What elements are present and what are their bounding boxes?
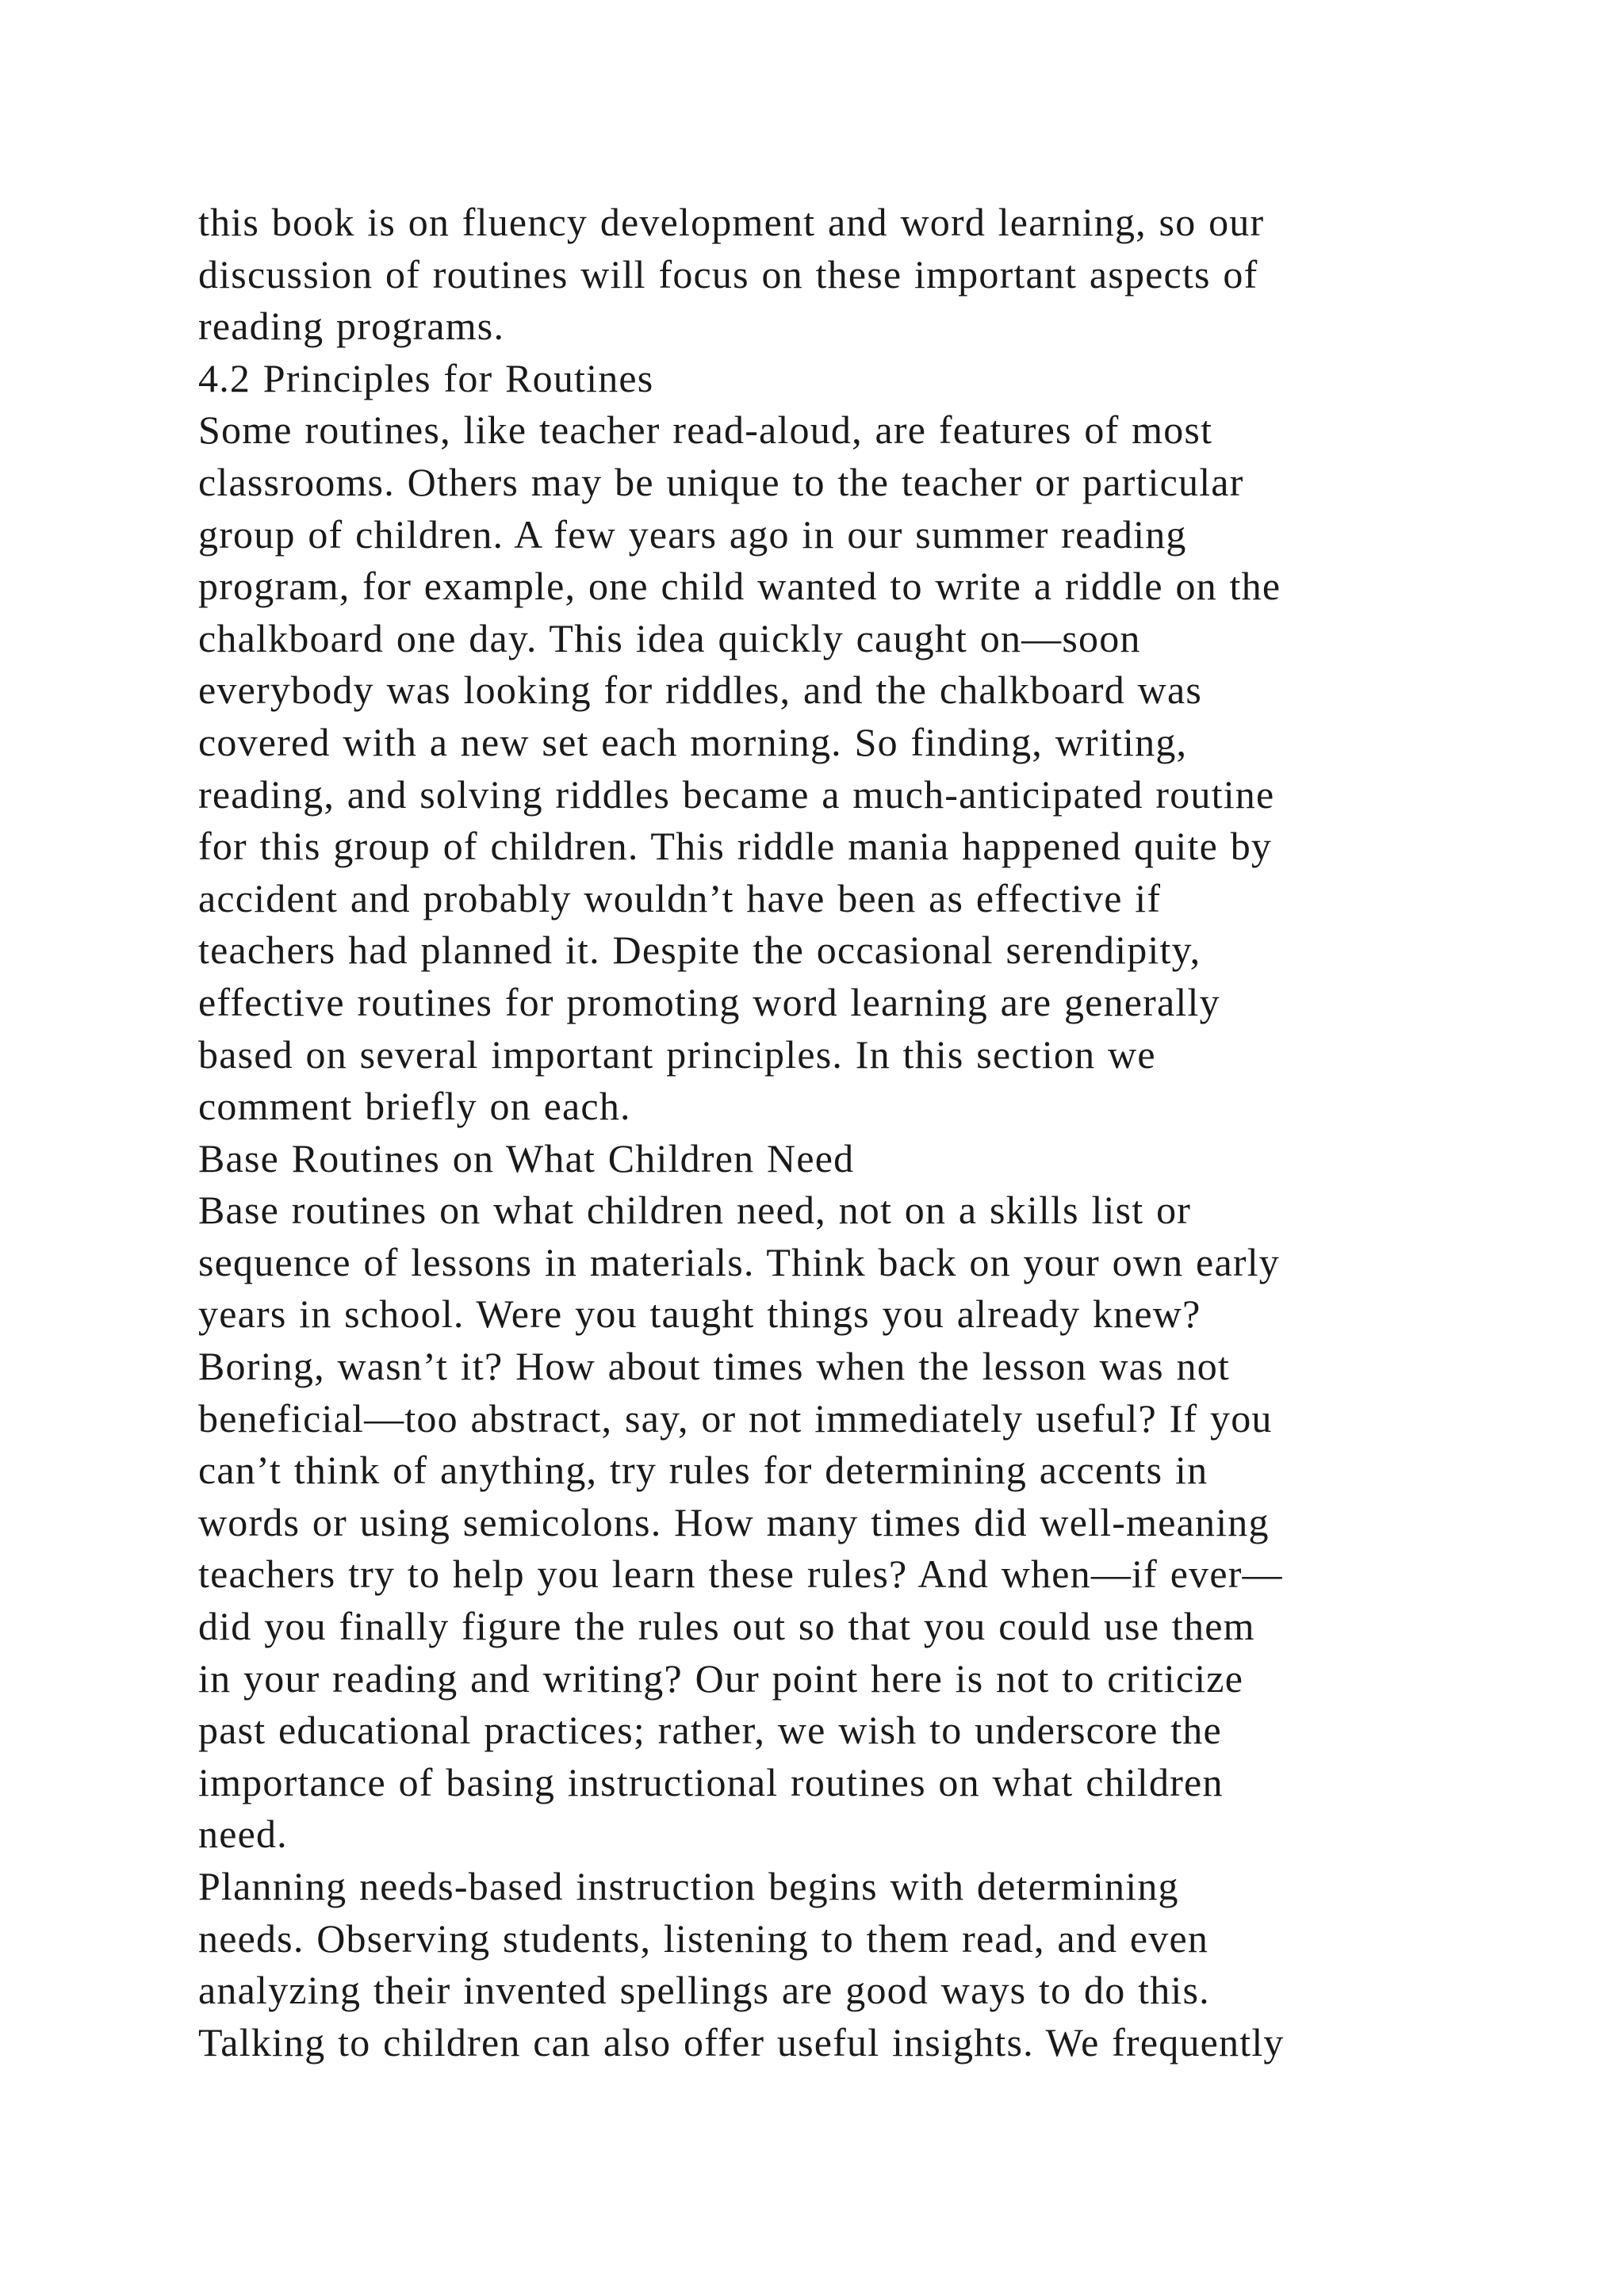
text-line: comment briefly on each. (198, 1084, 631, 1129)
text-line: effective routines for promoting word learning are generally (198, 979, 1220, 1024)
text-line: can’t think of anything, try rules for determining accents in (198, 1448, 1208, 1493)
text-line: this book is on fluency development and word learning, so our (198, 200, 1265, 244)
text-line: needs. Observing students, listening to them read, and even (198, 1915, 1209, 1961)
text-line: analyzing their invented spellings are good ways to do this. (198, 1968, 1210, 2013)
text-line: chalkboard one day. This idea quickly caught on—soon (198, 615, 1141, 660)
text-line: did you finally figure the rules out so that you could use them (198, 1604, 1255, 1649)
text-line: teachers had planned it. Despite the occasional serendipity, (198, 928, 1201, 973)
text-line: beneficial—too abstract, say, or not immediately useful? If you (198, 1395, 1273, 1441)
document-page (198, 197, 1507, 2068)
text-line: for this group of children. This riddle mania happened quite by (198, 824, 1273, 869)
text-line: group of children. A few years ago in our summer reading (198, 511, 1187, 557)
text-line: covered with a new set each morning. So finding, writing, (198, 719, 1188, 764)
text-line: program, for example, one child wanted to write a riddle on the (198, 564, 1281, 609)
section-heading: 4.2 Principles for Routines (198, 355, 654, 400)
subsection-heading: Base Routines on What Children Need (198, 1135, 855, 1181)
text-line: everybody was looking for riddles, and the chalkboard was (198, 668, 1203, 713)
text-line: discussion of routines will focus on these important aspects of (198, 251, 1258, 297)
text-line: teachers try to help you learn these rules? And when—if ever— (198, 1552, 1283, 1597)
text-line: importance of basing instructional routines on what children (198, 1759, 1224, 1804)
text-line: words or using semicolons. How many times did well-meaning (198, 1499, 1270, 1544)
text-line: years in school. Were you taught things you already knew? (198, 1292, 1201, 1337)
text-line: based on several important principles. In this section we (198, 1031, 1156, 1077)
text-line: reading, and solving riddles became a much-anticipated routine (198, 771, 1275, 817)
text-line: past educational practices; rather, we wish to underscore the (198, 1708, 1222, 1753)
text-line: Base routines on what children need, not on a skills list or (198, 1188, 1192, 1233)
text-line: need. (198, 1812, 288, 1857)
text-line: accident and probably wouldn’t have been as effective if (198, 875, 1162, 920)
text-line: sequence of lessons in materials. Think back on your own early (198, 1239, 1280, 1284)
text-line: Talking to children can also offer useful insights. We frequently (198, 2019, 1285, 2064)
text-line: Some routines, like teacher read-aloud, are features of most (198, 408, 1213, 453)
text-line: Planning needs-based instruction begins with determining (198, 1864, 1179, 1908)
text-line: Boring, wasn’t it? How about times when the lesson was not (198, 1344, 1231, 1389)
text-line: classrooms. Others may be unique to the teacher or particular (198, 459, 1244, 504)
text-line: reading programs. (198, 304, 505, 349)
text-line: in your reading and writing? Our point here is not to criticize (198, 1655, 1244, 1701)
